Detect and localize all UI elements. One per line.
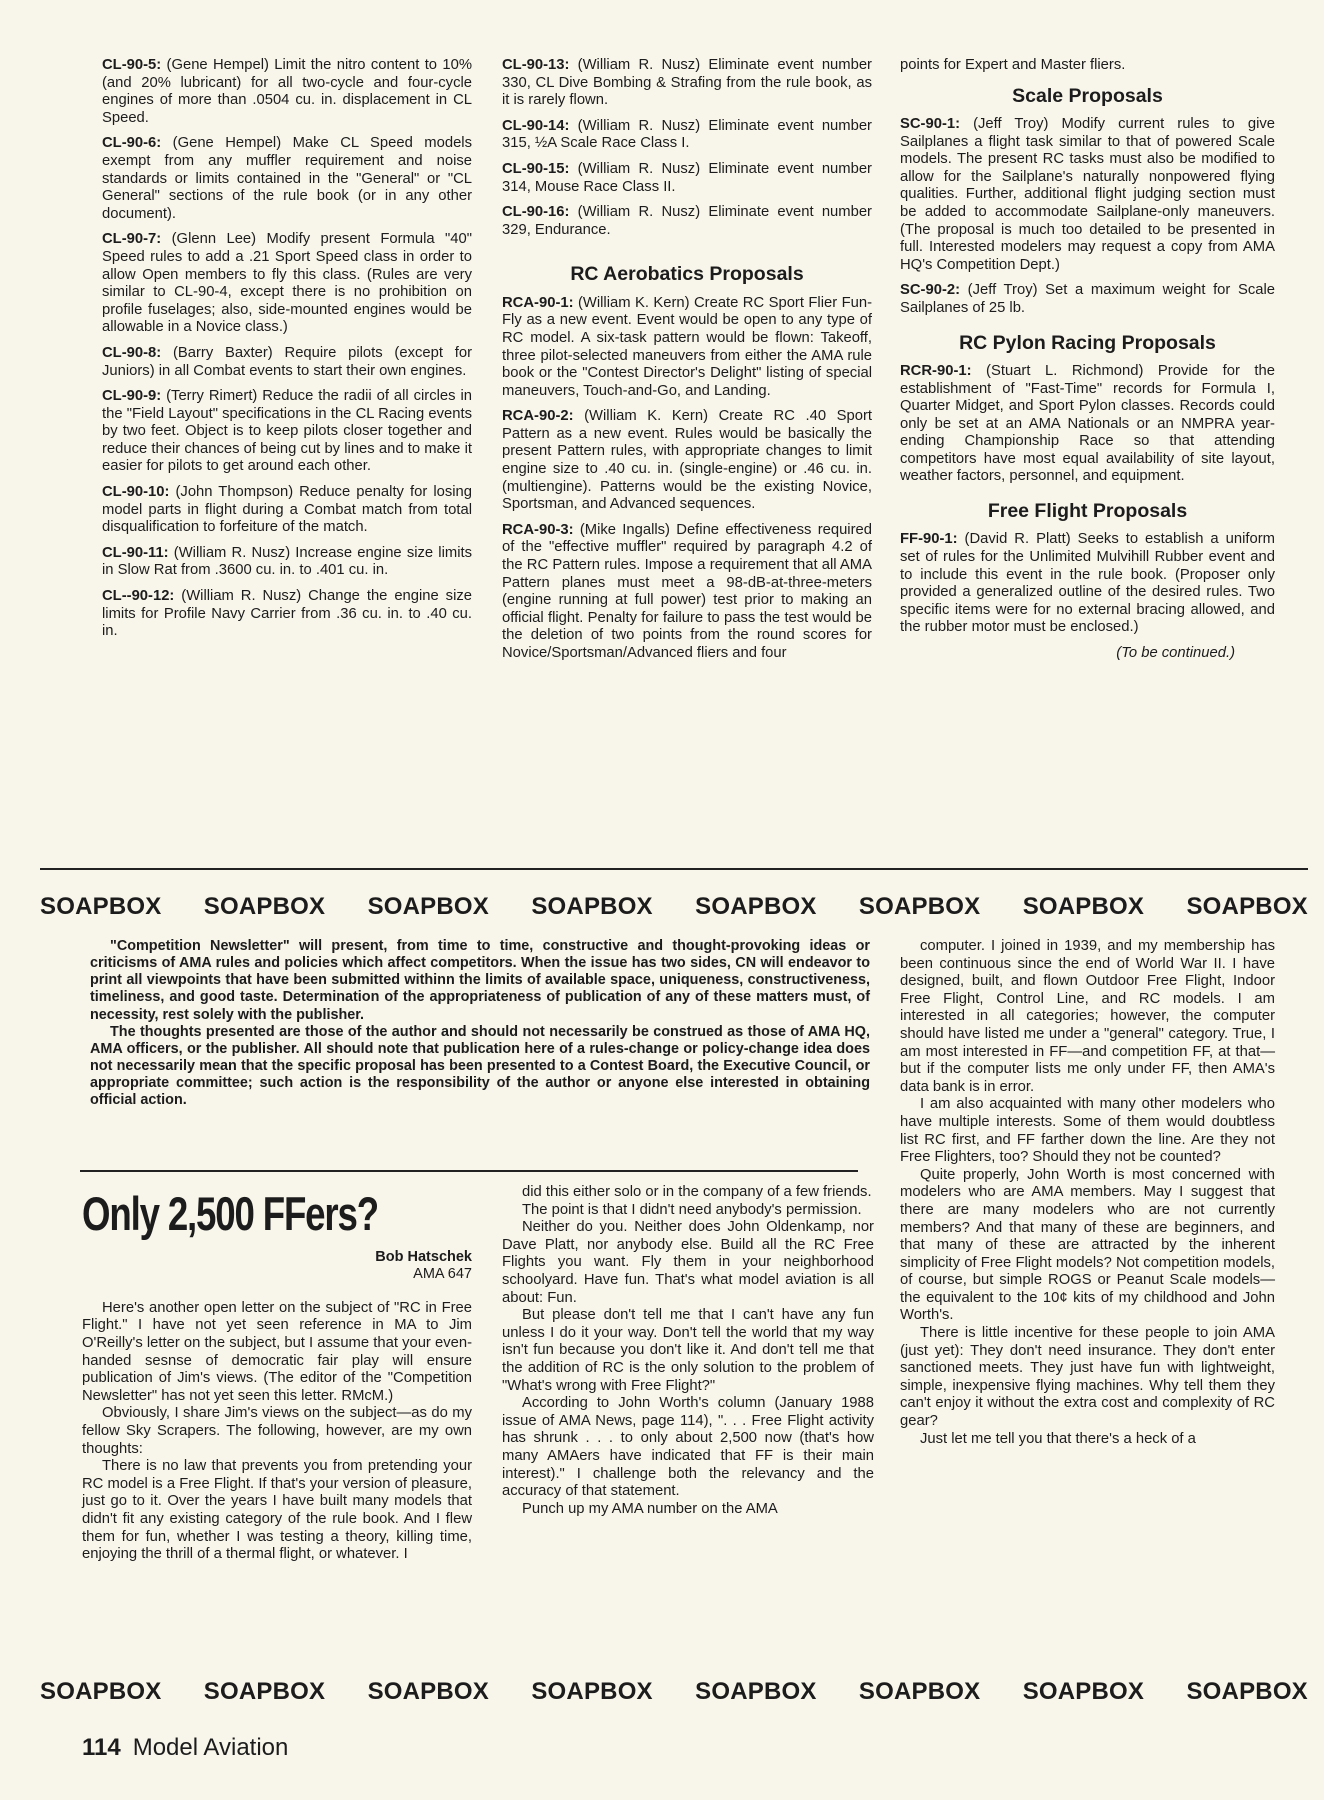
soapbox-word: SOAPBOX <box>531 893 653 920</box>
proposal-id: CL--90-12: <box>102 588 175 605</box>
proposal-id: CL-90-9: <box>102 388 162 405</box>
section-title-pylon: RC Pylon Racing Proposals <box>959 331 1216 354</box>
soapbox-word: SOAPBOX <box>695 1678 817 1705</box>
proposal-item <box>502 522 872 663</box>
soapbox-word: SOAPBOX <box>203 1678 326 1705</box>
proposal-id: CL-90-8: <box>102 344 162 361</box>
cl-proposals-list-2 <box>502 57 872 239</box>
proposal-id: CL-90-6: <box>102 135 162 152</box>
divider-article <box>80 1170 858 1172</box>
proposal-item <box>102 588 472 641</box>
author-ama-number: AMA 647 <box>413 1266 472 1283</box>
author-name: Bob Hatschek <box>375 1249 472 1265</box>
soapbox-word: SOAPBOX <box>1022 893 1145 920</box>
article-paragraph: I am also acquainted with many other modelers who have multiple interests. Some of them would doubtless list RC first, and FF farther down the line. Are they not Free Flighters, too? Should they not be counted? <box>900 1096 1275 1166</box>
magazine-name: Model Aviation <box>132 1734 289 1761</box>
proposal-text: (Gene Hempel) Limit the nitro content to 10% (and 20% lubricant) for all two-cycle and four-cycle engines of more than .0504 cu. in. displacement in CL Speed. <box>102 57 472 126</box>
proposal-text: (Gene Hempel) Make CL Speed models exempt from any muffler requirement and noise standards or limits contained in the "General" or "CL General" sections of the rule book (or in any other document). <box>102 135 472 222</box>
proposal-id: SC-90-1: <box>900 115 961 132</box>
article-column-1 <box>82 1187 472 1564</box>
proposal-id: SC-90-2: <box>900 282 961 299</box>
proposal-text: (William K. Kern) Create RC Sport Flier Fun-Fly as a new event. Event would be open to any type of RC model. A six-task pattern would be flown: Takeoff, three pilot-selected maneuvers from either the AMA rule book or the "Contest Director's Delight" listing of special maneuvers, Touch-and-Go, and Landing. <box>502 294 872 399</box>
proposal-item <box>102 231 472 337</box>
proposal-item <box>102 57 472 127</box>
proposal-text: (William R. Nusz) Increase engine size limits in Slow Rat from .3600 cu. in. to .401 cu. in. <box>102 544 472 579</box>
proposal-item <box>102 135 472 223</box>
proposal-text: (David R. Platt) Seeks to establish a uniform set of rules for the Unlimited Mulvihill Rubber event and to include this event in the rule book. (Proposer only provided a generalized outline of the desired rules. Two specific items were for no external bracing allowed, and the rubber motor must be enclosed.) <box>900 531 1275 636</box>
article-paragraph: Quite properly, John Worth is most concerned with modelers who are AMA members. May I suggest that there are many modelers who are not currently members? And that many of these are beginners, and that many of these are attracted by the inherent simplicity of Free Flight models? Not competition models, of course, but simple ROGS or Peanut Scale models—the equivalent to the 10¢ kits of my childhood and John Worth's. <box>900 1166 1275 1324</box>
proposal-text: (Stuart L. Richmond) Provide for the establishment of "Fast-Time" records for Formula I, Quarter Midget, and Sport Pylon classes. Records could only be set at an AMA Nationals or an NMPRA year-ending Championship Race so that attending competitors have most equal availability of site layout, weather factors, personnel, and equipment. <box>900 362 1275 485</box>
proposal-text: (Glenn Lee) Modify present Formula "40" Speed rules to add a .21 Sport Speed class in order to allow Open members to fly this class. (Rules are very similar to CL-90-4, except there is no prohibition on profile fuselages; also, side-mounted engines would be allowable in a Novice class.) <box>102 231 472 336</box>
proposal-item <box>900 531 1275 637</box>
divider-top <box>40 868 1308 870</box>
proposal-id: CL-90-14: <box>502 117 570 134</box>
soapbox-word: SOAPBOX <box>695 893 817 920</box>
proposal-id: RCR-90-1: <box>900 362 972 379</box>
proposal-text: (Terry Rimert) Reduce the radii of all circles in the "Field Layout" specifications in the CL Racing events by two feet. Object is to keep pilots closer together and reduce their chances of being cut by lines and to make it easier for pilots to get around each other. <box>102 388 472 475</box>
proposal-item <box>502 204 872 239</box>
intro-paragraph-1: "Competition Newsletter" will present, from time to time, constructive and thought-provoking ideas or criticisms of AMA rules and policies which affect competitors. When the issue has two sides, CN will endeavor to print all viewpoints that have been submitted withinn the limits of available space, uniqueness, constructiveness, timeliness, and good taste. Determination of the appropriateness of publication of any of these matters must, of necessity, rest solely with the publisher. <box>90 938 870 1023</box>
proposals-column-1 <box>102 57 472 649</box>
page-footer <box>82 1736 288 1760</box>
soapbox-word: SOAPBOX <box>367 893 489 920</box>
article-paragraph: According to John Worth's column (January 1988 issue of AMA News, page 114), ". . . Free Flight activity has shrunk . . . to only about 2,500 now (that's how many AMAers have indicated that FF is their main interest)." I challenge both the relevancy and the accuracy of that statement. <box>502 1395 874 1500</box>
article-byline <box>82 1249 472 1284</box>
soapbox-banner-top <box>40 895 1308 919</box>
proposal-text: (Barry Baxter) Require pilots (except for Juniors) in all Combat events to start their own engines. <box>102 344 472 379</box>
proposal-text: (John Thompson) Reduce penalty for losing model parts in flight during a Combat match from total disqualification to forfeiture of the match. <box>102 484 472 536</box>
pylon-list <box>900 363 1275 486</box>
proposal-item <box>102 545 472 580</box>
proposal-item <box>502 408 872 514</box>
proposal-id: CL-90-10: <box>102 484 170 501</box>
article-paragraph: did this either solo or in the company of a few friends. <box>522 1184 872 1200</box>
proposal-text: (William K. Kern) Create RC .40 Sport Pattern as a new event. Rules would be basically the present Pattern rules, with appropriate changes to limit engine size to .40 cu. in. (single-engine) or .46 cu. in. (multiengine). Patterns would be the existing Novice, Sportsman, and Advanced sequences. <box>502 408 872 513</box>
proposal-id: CL-90-5: <box>102 57 162 73</box>
proposal-item <box>502 57 872 110</box>
soapbox-word: SOAPBOX <box>1186 893 1308 920</box>
proposal-text: (William R. Nusz) Eliminate event number 314, Mouse Race Class II. <box>502 160 872 195</box>
article-paragraph: Obviously, I share Jim's views on the subject—as do my fellow Sky Scrapers. The following, however, are my own thoughts: <box>82 1405 472 1457</box>
proposal-text: (William R. Nusz) Eliminate event number 330, CL Dive Bombing & Strafing from the rule book, as it is rarely flown. <box>502 57 872 109</box>
proposal-item <box>102 388 472 476</box>
article-body-3 <box>900 938 1275 1448</box>
soapbox-word: SOAPBOX <box>1186 1678 1308 1705</box>
soapbox-word: SOAPBOX <box>40 1678 162 1705</box>
continued-text: points for Expert and Master fliers. <box>900 57 1126 73</box>
article-headline: Only 2,500 FFers? <box>82 1187 378 1240</box>
soapbox-banner-bottom <box>40 1680 1308 1704</box>
proposal-text: (Jeff Troy) Set a maximum weight for Scale Sailplanes of 25 lb. <box>900 282 1275 316</box>
proposal-id: RCA-90-2: <box>502 408 574 425</box>
article-column-2 <box>502 1184 874 1518</box>
proposal-item <box>102 345 472 380</box>
proposal-id: FF-90-1: <box>900 531 958 548</box>
article-paragraph: computer. I joined in 1939, and my membership has been continuous since the end of World War II. I have designed, built, and flown Outdoor Free Flight, Indoor Free Flight, Control Line, and RC models. I am interested in all categories; however, the computer should have listed me under a "general" category. True, I am most interested in FF—and competition FF, at that—but if the computer lists me only under FF, then AMA's data bank is in error. <box>900 938 1275 1095</box>
proposal-id: CL-90-11: <box>102 544 169 561</box>
soapbox-word: SOAPBOX <box>858 1678 981 1705</box>
article-paragraph: Neither do you. Neither does John Oldenkamp, nor Dave Platt, nor anybody else. Build all the RC Free Flights you want. Fly them in your neighborhood schoolyard. Have fun. That's what model aviation is all about: Fun. <box>502 1219 874 1306</box>
article-column-3 <box>900 938 1275 1448</box>
section-title-free-flight: Free Flight Proposals <box>987 500 1188 523</box>
soapbox-word: SOAPBOX <box>531 1678 653 1705</box>
article-paragraph: But please don't tell me that I can't have any fun unless I do it your way. Don't tell the world that my way isn't fun because you don't like it. And don't tell me that the addition of RC is the only solution to the problem of "What's wrong with Free Flight?" <box>502 1307 874 1394</box>
section-title-scale: Scale Proposals <box>1012 84 1163 107</box>
proposal-text: (Jeff Troy) Modify current rules to give Sailplanes a flight task similar to that of powered Scale models. The present RC tasks must also be modified to allow for the Sailplane's naturally nonpowered flying qualities. Further, additional flight judging section must be added to accommodate Sailplane-only maneuvers. (The proposal is much too detailed to be presented in full. Interested modelers may request a copy from AMA HQ's Competition Dept.) <box>900 115 1275 273</box>
article-paragraph: The point is that I didn't need anybody's permission. <box>522 1201 862 1218</box>
soapbox-intro <box>90 938 870 1109</box>
proposal-text: (William R. Nusz) Change the engine size limits for Profile Navy Carrier from .36 cu. in. to .40 cu. in. <box>102 588 472 640</box>
proposal-item <box>502 295 872 401</box>
proposal-id: CL-90-7: <box>102 231 162 248</box>
proposal-item <box>900 282 1275 317</box>
proposal-item <box>900 363 1275 486</box>
article-paragraph: Punch up my AMA number on the AMA <box>522 1500 778 1517</box>
proposal-item <box>900 116 1275 274</box>
proposal-item <box>502 118 872 153</box>
proposals-column-3 <box>900 57 1275 663</box>
proposal-item <box>102 484 472 537</box>
soapbox-word: SOAPBOX <box>1022 1678 1145 1705</box>
proposal-id: RCA-90-3: <box>502 521 574 538</box>
proposals-column-2 <box>502 57 872 671</box>
article-paragraph: There is no law that prevents you from pretending your RC model is a Free Flight. If that's your version of pleasure, just go to it. Over the years I have built many models that didn't fit any existing category of the rule book. And I flew them for fun, whether I was testing a theory, killing time, enjoying the thrill of a thermal flight, or whatever. I <box>82 1458 472 1563</box>
to-be-continued: (To be continued.) <box>1116 645 1235 662</box>
proposal-id: CL-90-13: <box>502 57 570 73</box>
intro-paragraph-2: The thoughts presented are those of the author and should not necessarily be construed as those of AMA HQ, AMA officers, or the publisher. All should note that publication here of a rules-change or policy-change idea does not necessarily mean that the specific proposal has been presented to a Contest Board, the Executive Council, or appropriate committee; such action is the responsibility of the author or anyone else interested in obtaining official action. <box>90 1023 870 1109</box>
proposal-item <box>502 161 872 196</box>
article-paragraph: Here's another open letter on the subject of "RC in Free Flight." I have not yet seen reference in MA to Jim O'Reilly's letter on the subject, but I assume that your even-handed sesnse of democratic fair play will ensure publication of Jim's views. (The editor of the "Competition Newsletter" has not yet seen this letter. RMcM.) <box>82 1299 472 1404</box>
article-body-2 <box>502 1184 874 1518</box>
proposal-text: (William R. Nusz) Eliminate event number 329, Endurance. <box>502 204 872 238</box>
scale-list <box>900 116 1275 318</box>
soapbox-word: SOAPBOX <box>203 893 326 920</box>
soapbox-word: SOAPBOX <box>858 893 981 920</box>
proposal-text: (William R. Nusz) Eliminate event number 315, ½A Scale Race Class I. <box>502 117 872 152</box>
article-paragraph: There is little incentive for these people to join AMA (just yet): They don't need insurance. They don't enter sanctioned meets. They just have fun with lightweight, simple, inexpensive flying machines. Why tell them they can't enjoy it without the extra cost and complexity of RC gear? <box>900 1325 1275 1430</box>
section-title-rc-aerobatics: RC Aerobatics Proposals <box>570 263 804 286</box>
proposal-id: CL-90-16: <box>502 204 570 221</box>
proposal-text: (Mike Ingalls) Define effectiveness required of the "effective muffler" required by paragraph 4.2 of the RC Pattern rules. Impose a requirement that all AMA Pattern planes must meet a 98-dB-at-three-meters (engine running at full power) test prior to making an official flight. Penalty for failure to pass the test would be the deletion of two points from the round scores for Novice/Sportsman/Advanced fliers and four <box>502 521 872 662</box>
soapbox-word: SOAPBOX <box>40 893 162 920</box>
cl-proposals-list <box>102 57 472 641</box>
article-body-1 <box>82 1300 472 1564</box>
proposal-id: RCA-90-1: <box>502 294 574 311</box>
soapbox-word: SOAPBOX <box>367 1678 489 1705</box>
rc-aerobatics-list <box>502 295 872 663</box>
proposal-id: CL-90-15: <box>502 160 570 177</box>
free-flight-list <box>900 531 1275 637</box>
article-paragraph: Just let me tell you that there's a heck of a <box>920 1430 1196 1447</box>
page-number: 114 <box>82 1734 121 1761</box>
